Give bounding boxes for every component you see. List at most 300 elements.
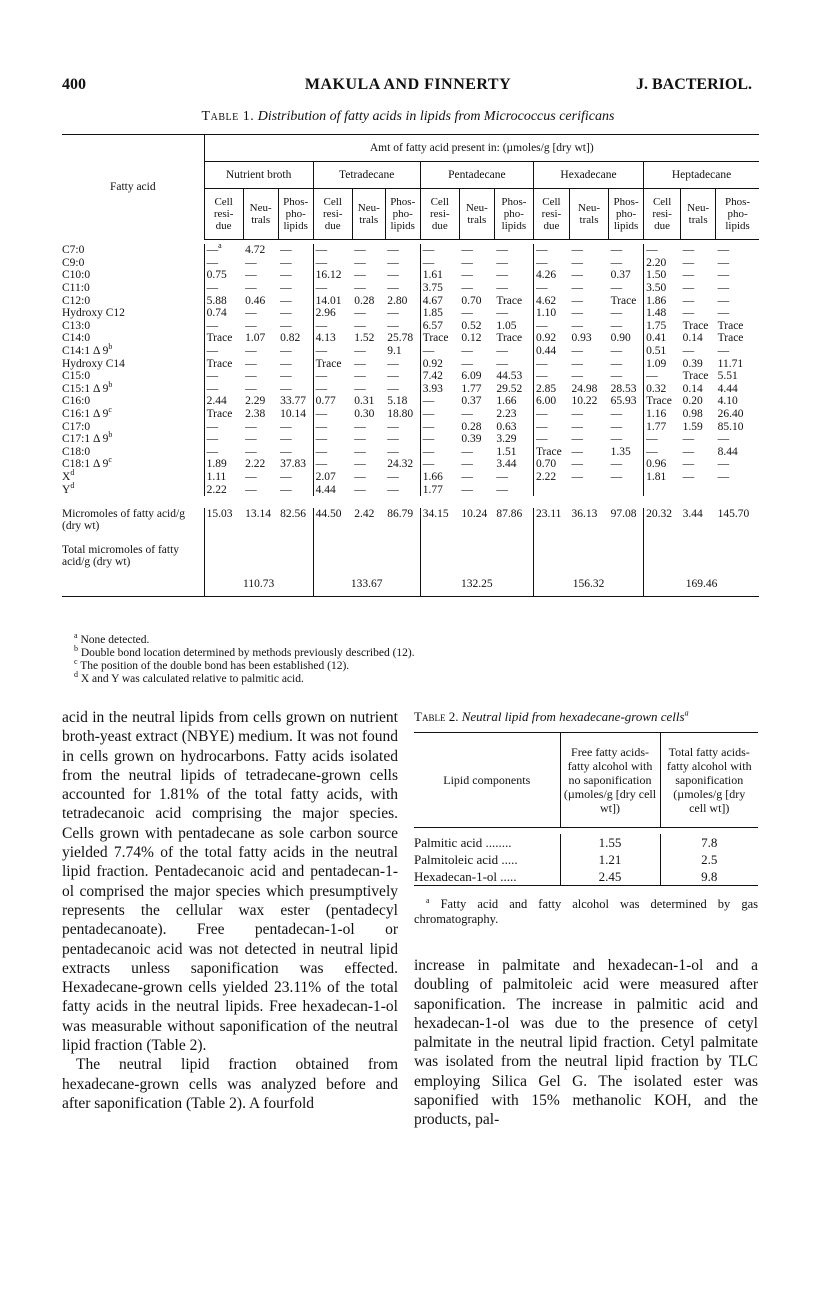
table-cell xyxy=(681,269,716,282)
cell-value: — xyxy=(461,269,473,282)
cell-value: — xyxy=(571,282,583,295)
table-cell xyxy=(533,307,569,320)
table-cell xyxy=(278,294,313,307)
cell-value: — xyxy=(610,307,623,320)
table1-group-header: Nutrient broth xyxy=(204,162,313,189)
total-label: Total micromoles of fatty acid/g (dry wt) xyxy=(62,543,180,568)
cell-value: — xyxy=(354,433,366,446)
cell-value: — xyxy=(206,370,219,383)
cell-value: — xyxy=(280,370,292,383)
table-cell xyxy=(609,282,644,295)
cell-value: 2.38 xyxy=(245,408,266,421)
cell-value: — xyxy=(717,433,730,446)
cell-value: — xyxy=(717,269,730,282)
table-cell: 2.45 xyxy=(560,868,660,886)
cell-value: 24.98 xyxy=(571,382,598,395)
cell-value: — xyxy=(354,345,366,358)
table-cell xyxy=(352,370,385,383)
table-cell xyxy=(533,383,569,396)
cell-value: — xyxy=(354,256,366,269)
cell-value: — xyxy=(245,470,257,483)
table-cell xyxy=(494,332,533,345)
cell-value: 1.86 xyxy=(646,294,667,307)
table-cell xyxy=(569,257,608,270)
table-cell xyxy=(716,370,759,383)
cell-value: — xyxy=(206,345,219,358)
table1-sub-header: Cell resi- due xyxy=(533,189,569,240)
cell-value: — xyxy=(496,269,508,282)
table-cell xyxy=(313,395,352,408)
cell-value: — xyxy=(354,483,366,496)
cell-value: — xyxy=(717,470,730,483)
cell-value: — xyxy=(354,445,366,458)
cell-value: 0.37 xyxy=(610,269,631,282)
table-cell xyxy=(243,383,278,396)
table-cell xyxy=(533,433,569,446)
cell-value: 0.92 xyxy=(535,332,557,345)
table-cell xyxy=(644,395,681,408)
table-cell xyxy=(533,282,569,295)
total-value: 156.32 xyxy=(533,538,643,597)
table-cell xyxy=(352,257,385,270)
table-cell xyxy=(716,395,759,408)
table-cell xyxy=(459,408,494,421)
table-cell xyxy=(681,257,716,270)
table-cell xyxy=(385,307,420,320)
cell-value: 0.52 xyxy=(461,319,482,332)
table1-sub-header: Cell resi- due xyxy=(420,189,459,240)
cell-value: 1.52 xyxy=(354,332,375,345)
fatty-acid-name xyxy=(62,257,204,270)
table-cell xyxy=(681,433,716,446)
table-cell xyxy=(278,320,313,333)
cell-value: 2.07 xyxy=(315,470,336,483)
table-row xyxy=(62,408,759,421)
table-row xyxy=(62,244,759,257)
table-cell xyxy=(243,332,278,345)
cell-value: 1.89 xyxy=(206,458,227,471)
table-cell xyxy=(716,383,759,396)
table-cell xyxy=(569,483,608,496)
cell-value: — xyxy=(610,470,623,483)
table-cell xyxy=(278,370,313,383)
table-cell xyxy=(716,307,759,320)
cell-value: — xyxy=(245,420,257,433)
table-cell xyxy=(569,345,608,358)
cell-value: — xyxy=(387,357,399,370)
cell-value: 5.18 xyxy=(387,395,408,408)
table1-sub-header: Cell resi- due xyxy=(644,189,681,240)
cell-value: — xyxy=(387,244,399,257)
table-cell xyxy=(533,420,569,433)
table-cell xyxy=(716,357,759,370)
cell-value: — xyxy=(280,470,292,483)
cell-value: — xyxy=(535,408,548,421)
table-cell xyxy=(569,307,608,320)
cell-value: 1.77 xyxy=(461,382,482,395)
micromoles-value: 44.50 xyxy=(313,508,352,538)
fatty-acid-name xyxy=(62,244,204,257)
table-cell xyxy=(420,320,459,333)
table-cell xyxy=(204,383,243,396)
table-cell xyxy=(313,357,352,370)
cell-value: — xyxy=(461,483,473,496)
table-cell xyxy=(681,408,716,421)
fatty-acid-label: C17:1 Δ 9 xyxy=(62,433,109,446)
table-cell xyxy=(204,307,243,320)
table-cell xyxy=(204,294,243,307)
lipid-component: Palmitoleic acid ..... xyxy=(414,852,518,867)
table1 xyxy=(62,134,759,597)
cell-value: 4.72 xyxy=(245,244,266,257)
table-cell xyxy=(459,257,494,270)
table-cell xyxy=(204,269,243,282)
cell-value: — xyxy=(571,256,583,269)
table-cell xyxy=(313,446,352,459)
body-text-right xyxy=(414,956,758,1130)
cell-value: 0.12 xyxy=(461,332,482,345)
cell-value: — xyxy=(610,433,623,446)
footnote-text: Double bond location determined by methods previously described (12). xyxy=(80,647,415,659)
cell-value: — xyxy=(387,420,399,433)
table-cell xyxy=(494,433,533,446)
fatty-acid-label: C16:0 xyxy=(62,395,91,408)
table-cell xyxy=(609,332,644,345)
cell-value: — xyxy=(646,445,658,458)
table-cell xyxy=(352,320,385,333)
table-cell xyxy=(716,294,759,307)
page-number: 400 xyxy=(62,76,86,93)
cell-value: — xyxy=(280,307,292,320)
table-cell xyxy=(243,370,278,383)
cell-value: 3.44 xyxy=(496,458,517,471)
table-cell xyxy=(569,294,608,307)
table-row xyxy=(62,282,759,295)
table-cell xyxy=(533,345,569,358)
micromoles-value: 36.13 xyxy=(571,507,598,520)
table1-sub-header: Neu- trals xyxy=(459,189,494,240)
cell-value: — xyxy=(280,244,292,257)
footnote-mark: b xyxy=(108,342,113,352)
cell-value: 2.96 xyxy=(315,307,336,320)
cell-value: — xyxy=(717,307,730,320)
table-cell xyxy=(609,471,644,484)
fatty-acid-label: C10:0 xyxy=(62,269,91,282)
table-cell xyxy=(533,483,569,496)
cell-value: 1.66 xyxy=(422,470,443,483)
cell-value: — xyxy=(610,282,623,295)
table-cell xyxy=(494,383,533,396)
table-cell xyxy=(609,357,644,370)
table-cell xyxy=(644,471,681,484)
cell-value: 10.14 xyxy=(280,408,307,421)
table-cell xyxy=(313,257,352,270)
table-cell: 1.55 xyxy=(560,834,660,851)
table-cell xyxy=(313,471,352,484)
table-row xyxy=(62,332,759,345)
table-cell xyxy=(459,320,494,333)
table-cell xyxy=(609,294,644,307)
fatty-acid-name xyxy=(62,468,204,484)
table1-group-header: Tetradecane xyxy=(313,162,420,189)
table-cell xyxy=(385,244,420,257)
table-cell xyxy=(204,458,243,471)
table-cell xyxy=(278,257,313,270)
cell-value: 25.78 xyxy=(387,332,414,345)
cell-value: — xyxy=(280,420,292,433)
cell-value: 29.52 xyxy=(496,382,523,395)
fatty-acid-label: C15:0 xyxy=(62,370,91,383)
cell-value: 4.44 xyxy=(315,483,336,496)
table-cell xyxy=(569,408,608,421)
cell-value: — xyxy=(315,282,328,295)
cell-value: — xyxy=(206,256,219,269)
table-cell xyxy=(204,370,243,383)
cell-value: 1.61 xyxy=(422,269,443,282)
table-cell xyxy=(494,307,533,320)
table-cell xyxy=(459,383,494,396)
table-cell xyxy=(644,332,681,345)
cell-value: — xyxy=(535,357,548,370)
cell-value: 1.16 xyxy=(646,408,667,421)
cell-value: 24.32 xyxy=(387,458,414,471)
cell-value: — xyxy=(461,345,473,358)
fatty-acid-name xyxy=(62,480,204,496)
cell-value: — xyxy=(280,282,292,295)
table-cell: 7.8 xyxy=(660,834,758,851)
lipid-component: Hexadecan-1-ol ..... xyxy=(414,869,517,884)
cell-value: 0.63 xyxy=(496,420,517,433)
cell-value: — xyxy=(280,319,292,332)
table2-col2-header: Total fatty acids-fatty alcohol with saponification (µmoles/g [dry cell wt]) xyxy=(660,733,758,828)
table1-sub-header: Phos- pho- lipids xyxy=(716,189,759,240)
cell-value: 6.57 xyxy=(422,319,443,332)
total-value: 132.25 xyxy=(420,538,533,597)
table-cell xyxy=(204,408,243,421)
footnote-mark: c xyxy=(108,455,112,465)
cell-value: — xyxy=(422,458,435,471)
table-cell xyxy=(716,282,759,295)
cell-value: — xyxy=(387,307,399,320)
micromoles-value: 97.08 xyxy=(610,507,637,520)
fatty-acid-name xyxy=(62,420,204,433)
table-row xyxy=(62,345,759,358)
table2-col1-header: Free fatty acids-fatty alcohol with no saponification (µmoles/g [dry cell wt]) xyxy=(560,733,660,828)
table-cell xyxy=(243,357,278,370)
cell-value: — xyxy=(682,458,695,471)
cell-value: — xyxy=(315,408,328,421)
table-cell xyxy=(494,370,533,383)
cell-value: 1.50 xyxy=(646,269,667,282)
footnote-mark: b xyxy=(74,644,78,654)
fatty-acid-label: X xyxy=(62,470,71,483)
table-cell xyxy=(609,345,644,358)
table-cell xyxy=(420,345,459,358)
cell-value: 1.81 xyxy=(646,470,667,483)
table-cell xyxy=(352,446,385,459)
cell-value: 2.29 xyxy=(245,395,266,408)
cell-value: 1.09 xyxy=(646,357,667,370)
cell-value: — xyxy=(280,445,292,458)
table-cell xyxy=(313,408,352,421)
fatty-acid-label: C11:0 xyxy=(62,282,90,295)
cell-value: 0.74 xyxy=(206,307,227,320)
table-cell xyxy=(644,433,681,446)
table-cell xyxy=(681,395,716,408)
table-cell xyxy=(420,357,459,370)
table-cell xyxy=(494,345,533,358)
cell-value: — xyxy=(496,483,508,496)
table-cell xyxy=(204,395,243,408)
table-cell xyxy=(313,483,352,496)
cell-value: — xyxy=(245,483,257,496)
cell-value: — xyxy=(610,458,623,471)
fatty-acid-label: C15:1 Δ 9 xyxy=(62,382,109,395)
cell-value: — xyxy=(571,319,583,332)
cell-value: 1.48 xyxy=(646,307,667,320)
cell-value: — xyxy=(461,307,473,320)
table-cell xyxy=(243,395,278,408)
micromoles-value: 86.79 xyxy=(387,507,414,520)
table-cell xyxy=(278,408,313,421)
cell-value: — xyxy=(682,244,695,257)
fatty-acid-name xyxy=(62,294,204,307)
table-cell xyxy=(243,446,278,459)
table-cell xyxy=(204,471,243,484)
micromoles-value: 23.11 xyxy=(533,508,569,538)
table-cell xyxy=(385,483,420,496)
table-cell xyxy=(313,370,352,383)
table-cell xyxy=(681,483,716,496)
running-head-authors: MAKULA AND FINNERTY xyxy=(304,76,512,93)
fatty-acid-name xyxy=(62,446,204,459)
table-cell xyxy=(243,307,278,320)
cell-value: — xyxy=(245,256,257,269)
cell-value: 1.75 xyxy=(646,319,667,332)
table-row xyxy=(414,851,758,868)
table-cell xyxy=(278,307,313,320)
table-row xyxy=(62,294,759,307)
cell-value: — xyxy=(571,408,583,421)
cell-value: 2.22 xyxy=(206,483,227,496)
cell-value: 1.05 xyxy=(496,319,517,332)
table-cell xyxy=(204,420,243,433)
cell-value: — xyxy=(387,282,399,295)
cell-value: 0.39 xyxy=(461,433,482,446)
footnote-text: X and Y was calculated relative to palmitic acid. xyxy=(80,673,304,685)
cell-value: 37.83 xyxy=(280,458,307,471)
table-cell xyxy=(569,395,608,408)
table-cell xyxy=(533,320,569,333)
table-cell xyxy=(385,458,420,471)
cell-value: 1.77 xyxy=(422,483,443,496)
table-cell xyxy=(278,244,313,257)
table-cell xyxy=(385,357,420,370)
table-cell xyxy=(243,471,278,484)
table2-title-footnote-mark: a xyxy=(684,708,689,718)
table-cell xyxy=(385,282,420,295)
table-cell xyxy=(243,294,278,307)
table2-caption xyxy=(414,709,758,725)
cell-value: — xyxy=(354,370,366,383)
table-cell xyxy=(352,395,385,408)
table-cell xyxy=(716,446,759,459)
cell-value: — xyxy=(682,294,695,307)
table-cell xyxy=(243,345,278,358)
table-cell xyxy=(569,433,608,446)
cell-value: 0.37 xyxy=(461,395,482,408)
micromoles-value: 2.42 xyxy=(354,507,375,520)
table-cell xyxy=(533,446,569,459)
cell-value: — xyxy=(245,269,257,282)
table-cell xyxy=(644,257,681,270)
table-cell xyxy=(459,294,494,307)
cell-value: 1.07 xyxy=(245,332,266,345)
table-row xyxy=(62,357,759,370)
table1-sub-header: Cell resi- due xyxy=(313,189,352,240)
cell-value: 6.09 xyxy=(461,370,482,383)
paragraph: acid in the neutral lipids from cells grown on nutrient broth-yeast extract (NBYE) medium. It was not found in cells grown on hydrocarbons. Fatty acids isolated from the neutral lipids of tetradecane-grown cells accounted for 1.81% of the total fatty acids, with tetradecanoic acid comprising the major species. Cells grown with pentadecane as sole carbon source yielded 7.74% of the total fatty acids in the neutral lipid fraction. Pentadecanoic acid and pentadecan-1-ol comprised the major species which presumptively represents the cellular wax ester (pentadecyl pentadecanoate). Free pentadecan-1-ol or pentadecanoic acid was not detected in neutral lipid extracts unless saponification was effected. Hexadecane-grown cells yielded 23.11% of the total fatty acids in the neutral lipids. Free hexadecan-1-ol was measurable without saponification of the neutral lipid fraction (Table 2). xyxy=(62,709,398,1055)
table-cell xyxy=(278,395,313,408)
cell-value: — xyxy=(535,319,548,332)
table-cell xyxy=(243,420,278,433)
table-cell xyxy=(569,320,608,333)
table-cell xyxy=(569,332,608,345)
fatty-acid-name xyxy=(62,307,204,320)
table-cell: 2.5 xyxy=(660,851,758,868)
cell-value: Trace xyxy=(717,319,744,332)
cell-value: 3.50 xyxy=(646,282,667,295)
table-cell xyxy=(313,458,352,471)
fatty-acid-label: C12:0 xyxy=(62,294,91,307)
footnote-mark: c xyxy=(108,405,112,415)
total-value: 133.67 xyxy=(313,538,420,597)
table-cell xyxy=(609,244,644,257)
table2 xyxy=(414,732,758,886)
table-cell xyxy=(459,471,494,484)
table-cell xyxy=(681,307,716,320)
cell-value: 6.00 xyxy=(535,395,557,408)
table-cell xyxy=(352,332,385,345)
table-cell xyxy=(681,282,716,295)
table1-stub-header: Fatty acid xyxy=(109,181,156,194)
table-cell xyxy=(385,446,420,459)
cell-value: — xyxy=(315,458,328,471)
fatty-acid-label: Hydroxy C14 xyxy=(62,357,125,370)
table-cell xyxy=(681,446,716,459)
cell-value: — xyxy=(717,345,730,358)
cell-value: — xyxy=(387,483,399,496)
table-cell xyxy=(313,433,352,446)
cell-value: — xyxy=(354,470,366,483)
fatty-acid-label: C17:0 xyxy=(62,420,91,433)
cell-value: 4.44 xyxy=(717,382,738,395)
paragraph: The neutral lipid fraction obtained from hexadecane-grown cells was analyzed before and after saponification (Table 2). A fourfold xyxy=(62,1056,398,1112)
cell-value: — xyxy=(354,357,366,370)
table-cell xyxy=(459,420,494,433)
cell-value: — xyxy=(354,282,366,295)
cell-value: — xyxy=(315,420,328,433)
cell-value: — xyxy=(717,282,730,295)
footnote-mark: d xyxy=(70,468,75,478)
table-cell xyxy=(644,370,681,383)
table-cell xyxy=(352,244,385,257)
micromoles-row xyxy=(62,508,759,538)
cell-value: — xyxy=(387,319,399,332)
cell-value: — xyxy=(682,445,695,458)
table-cell xyxy=(681,357,716,370)
table-cell xyxy=(352,483,385,496)
